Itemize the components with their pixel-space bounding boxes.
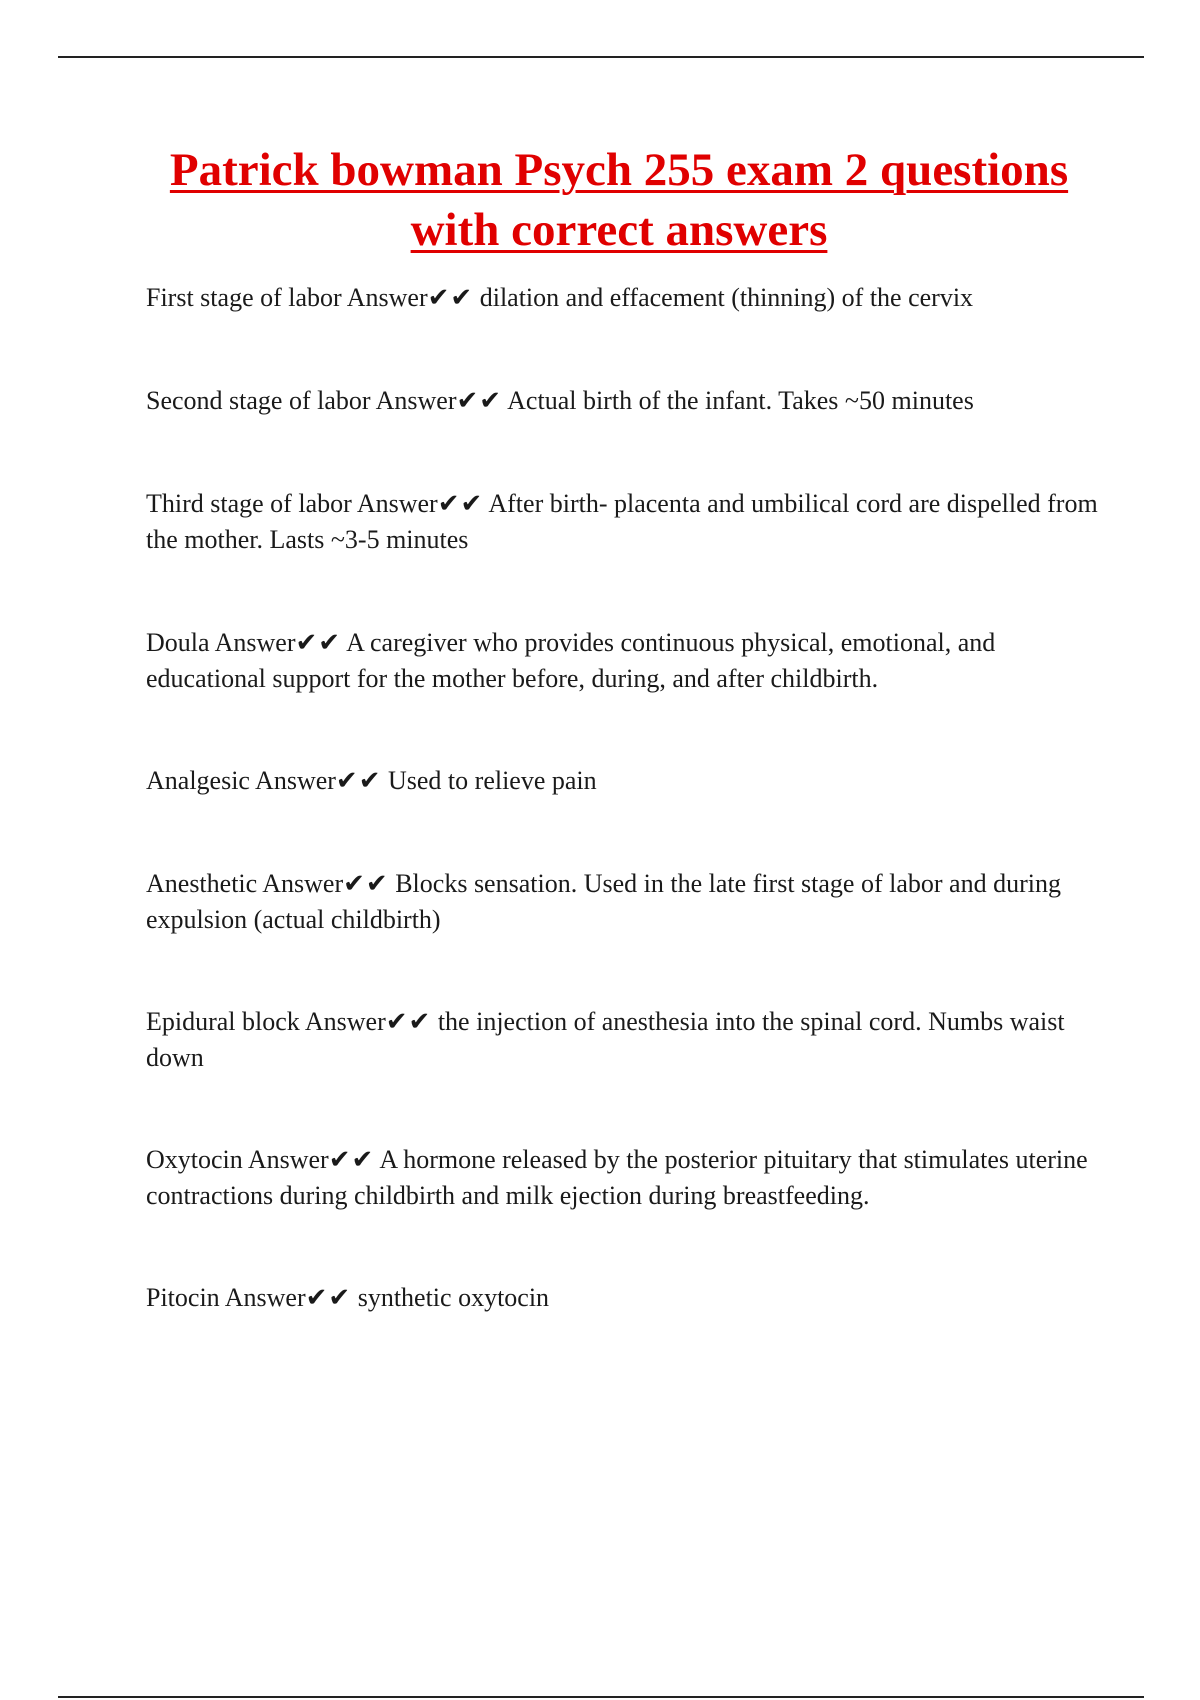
answer-label: Answer — [356, 489, 438, 518]
checkmark-icon: ✔✔ — [328, 1145, 375, 1174]
qa-term: First stage of labor — [146, 283, 342, 312]
answer-label: Answer — [346, 283, 428, 312]
qa-term: Doula — [146, 628, 210, 657]
qa-answer: Actual birth of the infant. Takes ~50 minutes — [507, 386, 974, 415]
qa-term: Anesthetic — [146, 869, 258, 898]
answer-label: Answer — [262, 869, 344, 898]
qa-item — [146, 280, 1106, 316]
qa-term: Pitocin — [146, 1283, 220, 1312]
qa-answer: synthetic oxytocin — [357, 1283, 550, 1312]
qa-item — [146, 763, 1106, 799]
qa-term: Third stage of labor — [146, 489, 352, 518]
answer-label: Answer — [224, 1283, 306, 1312]
checkmark-icon: ✔✔ — [335, 766, 382, 795]
checkmark-icon: ✔✔ — [427, 283, 474, 312]
qa-term: Analgesic — [146, 766, 250, 795]
qa-answer: the injection of anesthesia into the spinal cord. Numbs waist down — [146, 1007, 1065, 1072]
qa-item — [146, 625, 1106, 697]
qa-item — [146, 486, 1106, 558]
checkmark-icon: ✔✔ — [437, 489, 484, 518]
qa-answer: Used to relieve pain — [388, 766, 597, 795]
bottom-rule — [58, 1696, 1144, 1698]
qa-item — [146, 1280, 1106, 1316]
qa-term: Epidural block — [146, 1007, 300, 1036]
qa-term: Oxytocin — [146, 1145, 243, 1174]
qa-item — [146, 1142, 1106, 1214]
checkmark-icon: ✔✔ — [456, 386, 503, 415]
checkmark-icon: ✔✔ — [305, 1283, 352, 1312]
checkmark-icon: ✔✔ — [385, 1007, 432, 1036]
qa-answer: After birth- placenta and umbilical cord are dispelled from the mother. Lasts ~3-5 minutes — [146, 489, 1098, 554]
qa-item — [146, 383, 1106, 419]
answer-label: Answer — [247, 1145, 329, 1174]
checkmark-icon: ✔✔ — [343, 869, 389, 898]
answer-label: Answer — [304, 1007, 386, 1036]
top-rule — [58, 56, 1144, 58]
qa-item — [146, 1004, 1106, 1076]
checkmark-icon: ✔✔ — [295, 628, 342, 657]
qa-item — [146, 866, 1106, 938]
answer-label: Answer — [375, 386, 457, 415]
qa-answer: A hormone released by the posterior pituitary that stimulates uterine contractions during childbirth and milk ejection during breastfeeding. — [146, 1145, 1088, 1210]
document-title: Patrick bowman Psych 255 exam 2 questions with correct answers — [169, 144, 1069, 256]
qa-answer: Blocks sensation. Used in the late first stage of labor and during expulsion (actual childbirth) — [146, 869, 1061, 934]
qa-answer: A caregiver who provides continuous physical, emotional, and educational support for the mother before, during, and after childbirth. — [146, 628, 996, 693]
qa-term: Second stage of labor — [146, 386, 371, 415]
qa-answer: dilation and effacement (thinning) of the cervix — [479, 283, 974, 312]
answer-label: Answer — [255, 766, 336, 795]
answer-label: Answer — [214, 628, 296, 657]
